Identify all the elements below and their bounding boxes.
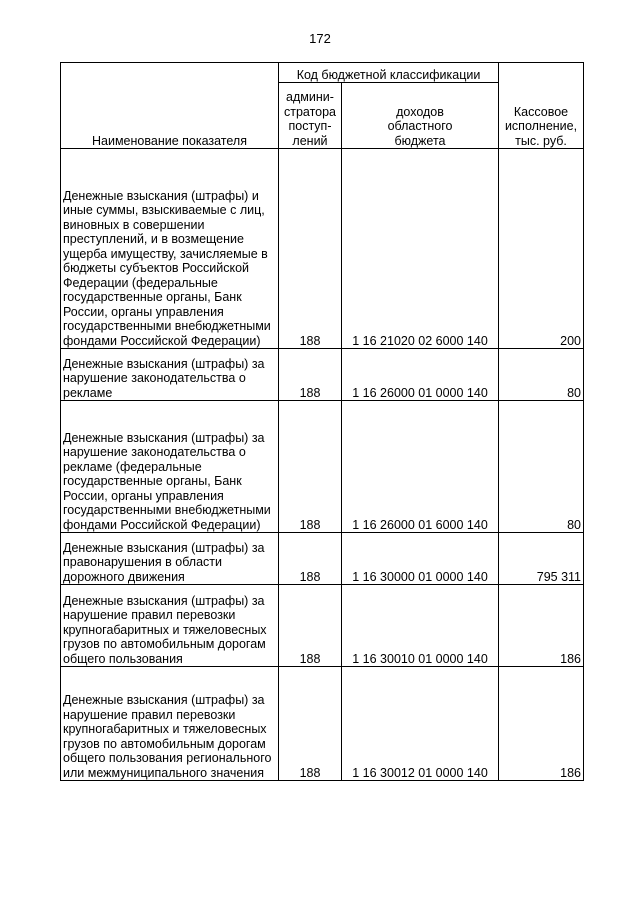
table-row: [61, 585, 584, 667]
row-amount: 80: [499, 349, 584, 401]
row-amount: 80: [499, 401, 584, 533]
table-body: [61, 149, 584, 781]
row-income-code: 1 16 30012 01 0000 140: [342, 667, 499, 781]
row-amount: 186: [499, 585, 584, 667]
row-income-code: 1 16 26000 01 6000 140: [342, 401, 499, 533]
row-admin-code: 188: [279, 401, 342, 533]
row-name: Денежные взыскания (штрафы) и иные суммы, взыскиваемые с лиц, виновных в совершении преступлений, и в возмещение ущерба имуществу, зачисляемые в бюджеты субъектов Российской Федерации (федеральные государственные органы, Банк России, органы управления государственными внебюджетными фондами Российской Федерации): [61, 149, 279, 349]
row-income-code: 1 16 30000 01 0000 140: [342, 533, 499, 585]
table-row: [61, 349, 584, 401]
row-admin-code: 188: [279, 667, 342, 781]
row-name: Денежные взыскания (штрафы) за нарушение правил перевозки крупногабаритных и тяжеловесных грузов по автомобильным дорогам общего пользования: [61, 585, 279, 667]
row-admin-code: 188: [279, 585, 342, 667]
row-name: Денежные взыскания (штрафы) за нарушение законодательства о рекламе: [61, 349, 279, 401]
budget-table: [60, 62, 584, 781]
row-income-code: 1 16 30010 01 0000 140: [342, 585, 499, 667]
row-name: Денежные взыскания (штрафы) за нарушение законодательства о рекламе (федеральные государственные органы, Банк России, органы управления государственными внебюджетными фондами Российской Федерации): [61, 401, 279, 533]
row-admin-code: 188: [279, 349, 342, 401]
table-row: [61, 401, 584, 533]
row-income-code: 1 16 21020 02 6000 140: [342, 149, 499, 349]
table-row: [61, 533, 584, 585]
row-amount: 200: [499, 149, 584, 349]
row-amount: 795 311: [499, 533, 584, 585]
row-admin-code: 188: [279, 533, 342, 585]
page-number: 172: [309, 31, 331, 46]
row-name: Денежные взыскания (штрафы) за нарушение правил перевозки крупногабаритных и тяжеловесных грузов по автомобильным дорогам общего пользования регионального или межмуниципального значения: [61, 667, 279, 781]
row-name: Денежные взыскания (штрафы) за правонарушения в области дорожного движения: [61, 533, 279, 585]
row-admin-code: 188: [279, 149, 342, 349]
table-row: [61, 667, 584, 781]
header-code-group: Код бюджетной классификации: [279, 63, 499, 83]
row-amount: 186: [499, 667, 584, 781]
table-row: [61, 149, 584, 349]
header-income: доходов областного бюджета: [342, 83, 499, 149]
header-amount: Кассовое исполнение, тыс. руб.: [499, 63, 584, 149]
header-admin: админи- стратора поступ- лений: [279, 83, 342, 149]
header-name: Наименование показателя: [61, 63, 279, 149]
table-header: [61, 63, 584, 149]
row-income-code: 1 16 26000 01 0000 140: [342, 349, 499, 401]
